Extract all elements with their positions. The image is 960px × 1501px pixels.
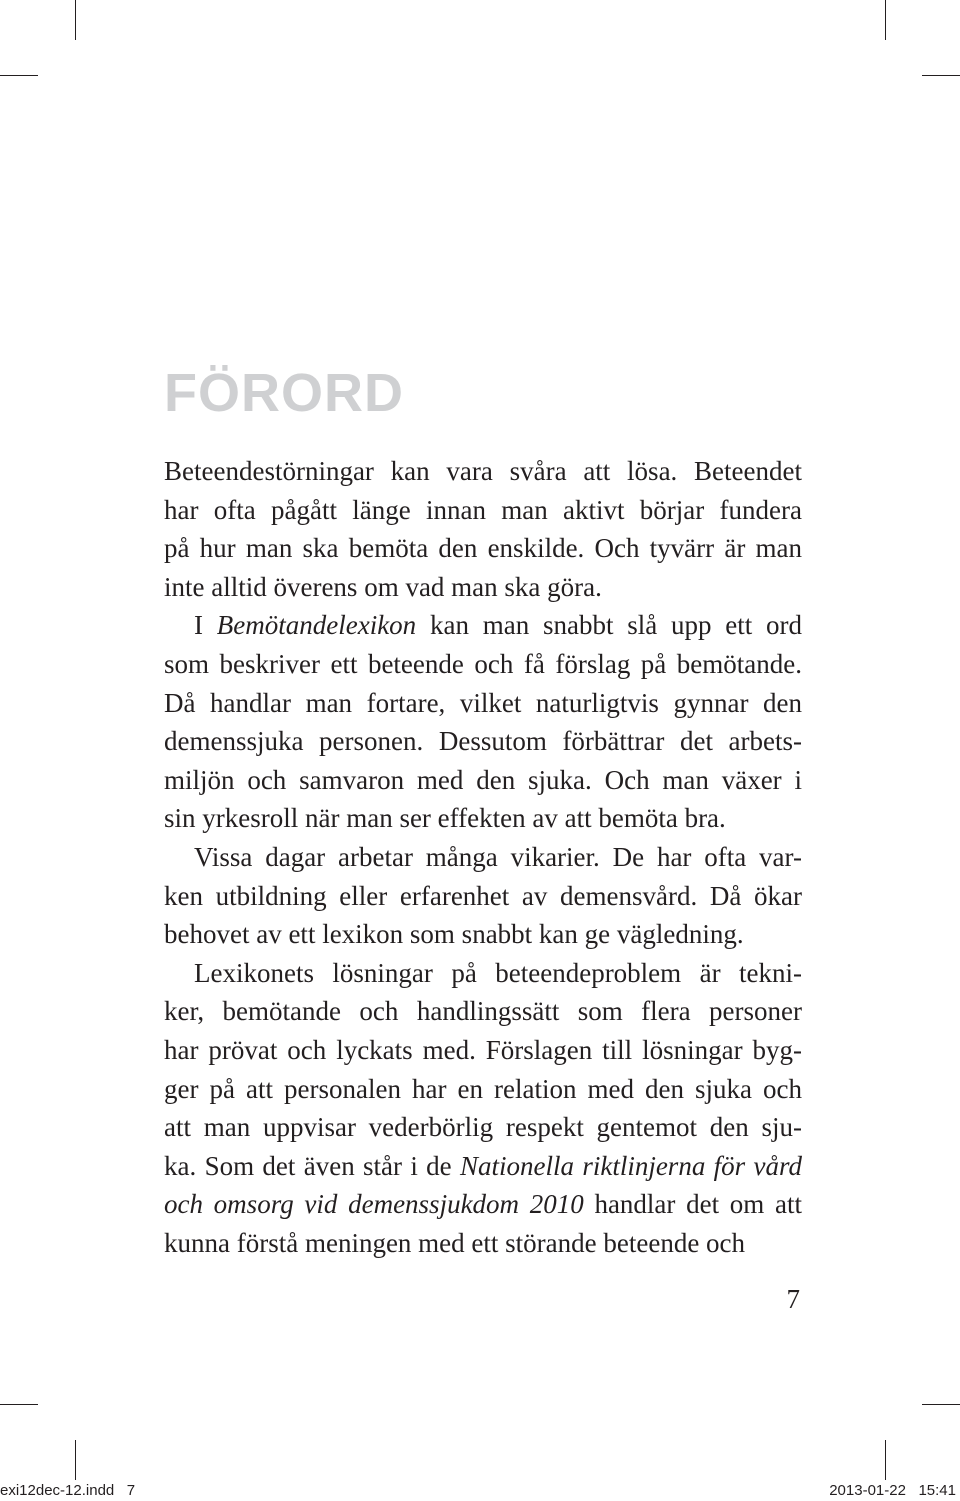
italic-title: Nationella riktlinjerna för vård	[460, 1150, 802, 1181]
text-line	[164, 1224, 745, 1262]
text-span: ken utbildning eller erfarenhet av demensvård. Då ökar	[164, 880, 802, 911]
text-span: handlar det om att	[583, 1189, 802, 1220]
text-span: demenssjuka personen. Dessutom förbättrar det arbets-	[164, 726, 802, 757]
crop-mark	[922, 1404, 960, 1405]
text-line	[164, 1147, 802, 1185]
text-line	[164, 491, 802, 529]
crop-mark	[885, 1440, 886, 1480]
text-line	[164, 1108, 802, 1146]
slug-file: exi12dec-12.indd 7	[0, 1482, 136, 1499]
text-span: ger på att personalen har en relation med den sjuka och	[164, 1073, 802, 1104]
page-number: 7	[786, 1284, 800, 1314]
text-span: har ofta pågått länge innan man aktivt börjar fundera	[164, 494, 802, 525]
text-line	[194, 606, 802, 644]
crop-mark	[0, 1404, 38, 1405]
text-span: att man uppvisar vederbörlig respekt gentemot den sju-	[164, 1112, 802, 1143]
text-line	[164, 799, 726, 837]
text-line	[164, 915, 744, 953]
text-span: ker, bemötande och handlingssätt som flera personer	[164, 996, 802, 1027]
text-line	[164, 1070, 802, 1108]
text-span: på hur man ska bemöta den enskilde. Och tyvärr är man	[164, 533, 802, 564]
text-line	[164, 761, 802, 799]
text-line	[164, 1031, 802, 1069]
text-line	[164, 877, 802, 915]
crop-mark	[75, 0, 76, 40]
crop-mark	[75, 1440, 76, 1480]
text-span: ka. Som det även står i de	[164, 1150, 460, 1181]
text-span: inte alltid överens om vad man ska göra.	[164, 571, 602, 602]
text-span: kunna förstå meningen med ett störande beteende och	[164, 1228, 746, 1258]
text-line	[194, 954, 802, 992]
crop-mark	[0, 75, 38, 76]
text-line	[164, 1185, 802, 1223]
italic-title: och omsorg vid demenssjukdom 2010	[164, 1189, 584, 1220]
text-span: Vissa dagar arbetar många vikarier. De har ofta var-	[194, 842, 802, 872]
text-line	[164, 568, 602, 606]
page-title: FÖRORD	[164, 363, 404, 423]
text-span: sin yrkesroll när man ser effekten av att bemöta bra.	[164, 803, 726, 834]
italic-title: Bemötandelexikon	[216, 610, 417, 641]
crop-mark	[885, 0, 886, 40]
text-line	[164, 645, 802, 683]
text-line	[164, 722, 802, 760]
text-span: har prövat och lyckats med. Förslagen till lösningar byg-	[164, 1035, 802, 1065]
text-line	[164, 992, 802, 1030]
text-span: I	[194, 610, 217, 641]
crop-mark	[922, 75, 960, 76]
slug-date: 2013-01-22 15:41	[829, 1482, 956, 1499]
text-span: Lexikonets lösningar på beteendeproblem är tekni-	[194, 957, 802, 988]
text-line	[194, 838, 802, 876]
text-span: som beskriver ett beteende och få förslag på bemötande.	[164, 649, 802, 679]
text-span: behovet av ett lexikon som snabbt kan ge vägledning.	[164, 919, 744, 950]
text-span: Då handlar man fortare, vilket naturligtvis gynnar den	[164, 687, 802, 718]
text-span: Beteendestörningar kan vara svåra att lösa. Beteendet	[164, 456, 802, 486]
text-span: kan man snabbt slå upp ett ord	[416, 610, 802, 641]
text-line	[164, 452, 802, 490]
text-span: miljön och samvaron med den sjuka. Och man växer i	[164, 764, 802, 795]
text-line	[164, 529, 802, 567]
text-line	[164, 684, 802, 722]
